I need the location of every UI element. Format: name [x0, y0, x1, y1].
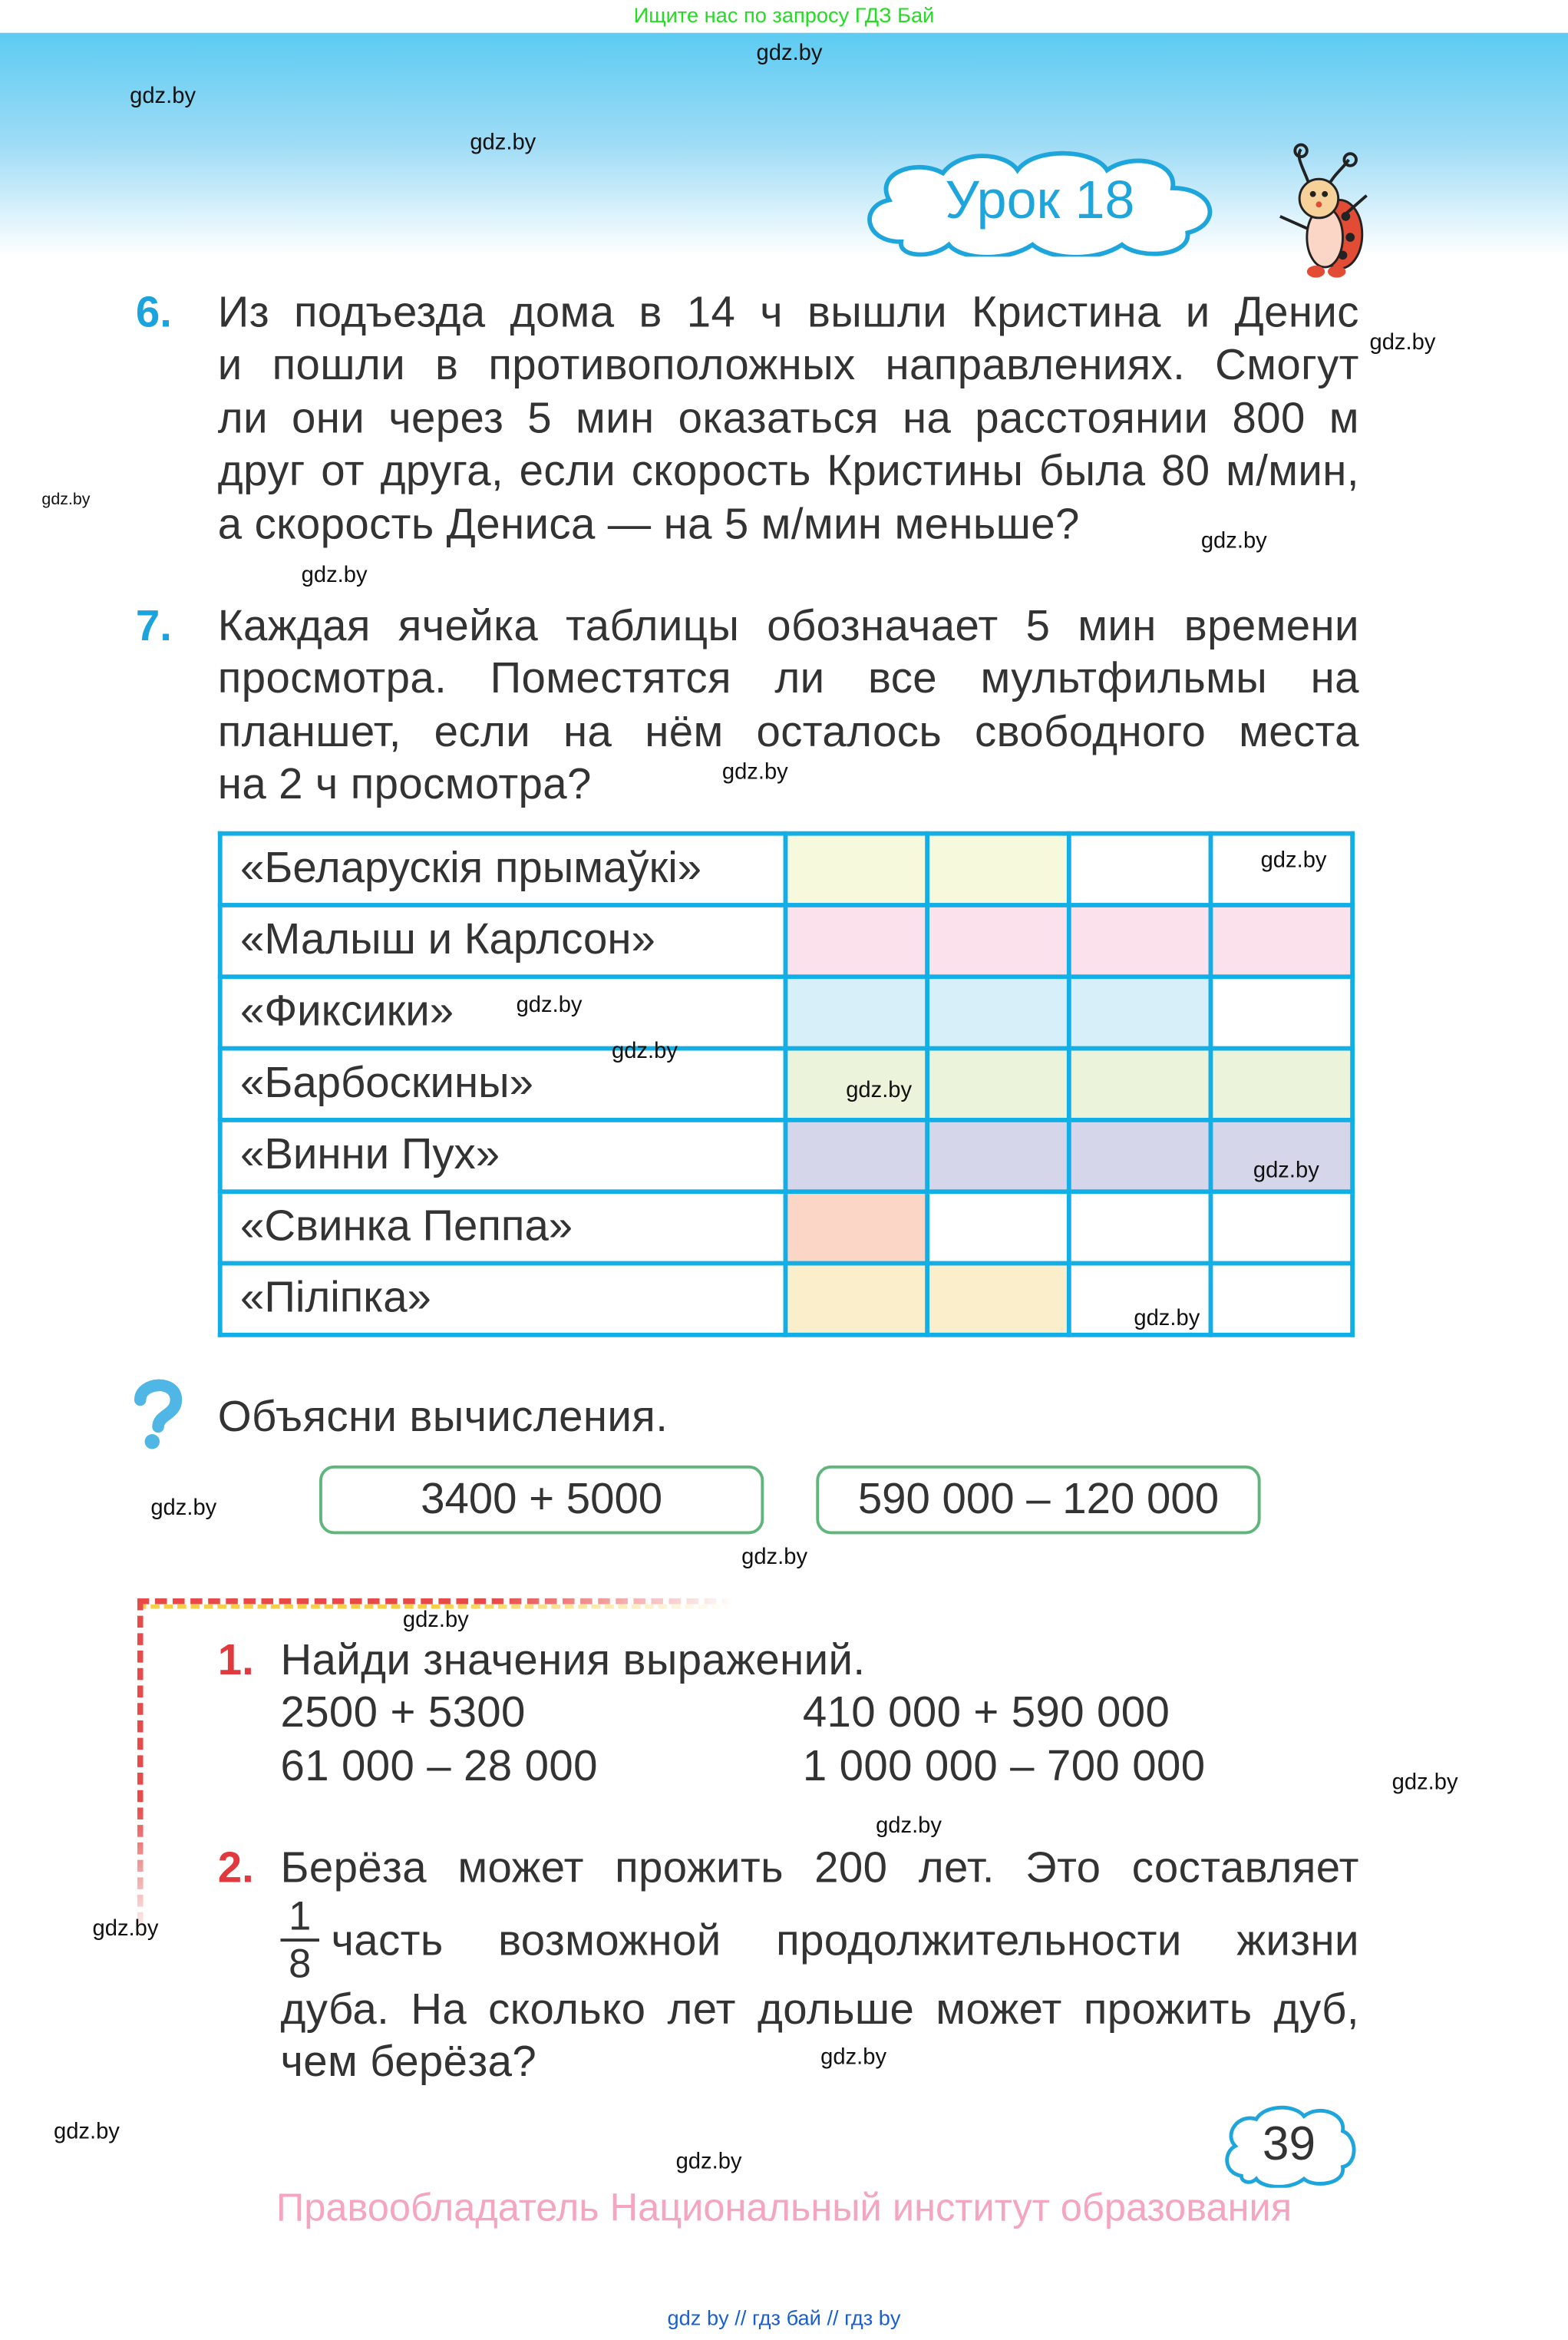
task-6-line: и пошли в противоположных направлениях. Смогут	[217, 342, 1359, 390]
task-6-line: друг от друга, если скорость Кристины была 80 м/мин,	[217, 448, 1359, 496]
expression-box: 3400 + 5000	[319, 1466, 764, 1534]
time-cell-filled	[785, 1191, 927, 1263]
cartoon-title: «Винни Пух»	[239, 1131, 500, 1179]
cartoon-title: «Пiлiпка»	[239, 1274, 431, 1323]
table-row	[220, 834, 1352, 905]
time-cell-filled	[927, 834, 1069, 905]
cartoon-title-cell	[220, 977, 786, 1048]
watermark: gdz.by	[820, 2044, 887, 2071]
expression: 2500 + 5300	[280, 1689, 526, 1737]
time-cell-filled	[1069, 1049, 1211, 1120]
lesson-title: Урок 18	[945, 168, 1135, 230]
watermark: gdz.by	[756, 40, 823, 66]
task-6-number: 6.	[135, 289, 172, 338]
time-cell-filled	[1069, 977, 1211, 1048]
cartoon-title-cell	[220, 1264, 786, 1335]
watermark: gdz.by	[611, 1038, 678, 1065]
time-cell-empty	[1210, 1264, 1352, 1335]
time-cell-filled	[785, 905, 927, 977]
task-7-line: на 2 ч просмотра?	[217, 761, 592, 809]
time-cell-filled	[785, 834, 927, 905]
time-cell-filled	[927, 977, 1069, 1048]
time-cell-empty	[1069, 1191, 1211, 1263]
section-divider	[137, 1598, 734, 1605]
expression: 61 000 – 28 000	[280, 1743, 598, 1791]
task-2-number: 2.	[217, 1844, 254, 1892]
watermark: gdz.by	[92, 1915, 159, 1942]
top-note: Ищите нас по запросу ГДЗ Бай	[633, 2, 935, 27]
time-cell-empty	[1069, 834, 1211, 905]
task-1-number: 1.	[217, 1637, 254, 1685]
cartoon-title-cell	[220, 1049, 786, 1120]
question-mark-icon	[131, 1379, 185, 1450]
watermark: gdz.by	[53, 2119, 120, 2145]
time-cell-filled	[785, 1264, 927, 1335]
watermark: gdz.by	[1253, 1158, 1319, 1184]
table-row	[220, 1191, 1352, 1263]
cartoon-title-cell	[220, 834, 786, 905]
table-row	[220, 1049, 1352, 1120]
task-7-line: просмотра. Поместятся ли все мультфильмы на	[217, 655, 1359, 703]
task-6-line: а скорость Дениса — на 5 м/мин меньше?	[217, 501, 1080, 550]
task-1-title: Найди значения выражений.	[280, 1637, 866, 1685]
cartoon-title: «Малыш и Карлсон»	[239, 916, 655, 964]
watermark: gdz.by	[301, 562, 368, 588]
time-cell-filled	[927, 905, 1069, 977]
cartoon-title: «Беларускія прымаўкі»	[239, 844, 702, 893]
cartoon-title: «Барбоскины»	[239, 1059, 534, 1108]
time-cell-filled	[1210, 1049, 1352, 1120]
cartoon-time-table	[218, 831, 1355, 1337]
page-number: 39	[1262, 2116, 1316, 2170]
table-row	[220, 1120, 1352, 1191]
watermark: gdz.by	[516, 992, 583, 1018]
time-cell-filled	[785, 1120, 927, 1191]
fraction	[280, 1893, 319, 1987]
explain-label: Объясни вычисления.	[217, 1393, 668, 1442]
task-7-line: Каждая ячейка таблицы обозначает 5 мин времени	[217, 603, 1359, 651]
watermark: gdz.by	[470, 130, 536, 156]
time-cell-filled	[927, 1264, 1069, 1335]
cartoon-title-cell	[220, 1120, 786, 1191]
fraction-numerator: 1	[289, 1893, 312, 1939]
time-cell-filled	[1210, 905, 1352, 977]
site-links[interactable]: gdz by // гдз бай // гдз by	[667, 2305, 901, 2330]
watermark: gdz.by	[1200, 528, 1267, 554]
watermark: gdz.by	[1134, 1305, 1200, 1331]
task-6-line: Из подъезда дома в 14 ч вышли Кристина и Денис	[217, 289, 1359, 338]
time-cell-empty	[1210, 1191, 1352, 1263]
watermark: gdz.by	[741, 1544, 808, 1570]
time-cell-empty	[1210, 977, 1352, 1048]
watermark: gdz.by	[41, 491, 91, 509]
ladybug-icon	[1268, 142, 1380, 279]
watermark: gdz.by	[1260, 848, 1327, 874]
task-2-line: часть возможной продолжительности жизни	[331, 1917, 1359, 1966]
cartoon-title-cell	[220, 1191, 786, 1263]
task-6-line: ли они через 5 мин оказаться на расстоянии 800 м	[217, 395, 1359, 444]
watermark: gdz.by	[402, 1607, 469, 1633]
watermark: gdz.by	[130, 83, 196, 109]
expression: 410 000 + 590 000	[802, 1689, 1170, 1737]
task-2-line: дуба. На сколько лет дольше может прожить дуб,	[280, 1986, 1359, 2034]
time-cell-empty	[927, 1191, 1069, 1263]
time-cell-filled	[927, 1120, 1069, 1191]
task-7-number: 7.	[135, 603, 172, 651]
watermark: gdz.by	[1391, 1770, 1458, 1796]
watermark: gdz.by	[1369, 329, 1436, 355]
watermark: gdz.by	[150, 1495, 217, 1521]
time-cell-filled	[1069, 1120, 1211, 1191]
cartoon-title: «Свинка Пеппа»	[239, 1202, 573, 1251]
section-divider	[137, 1598, 144, 1942]
time-cell-filled	[927, 1049, 1069, 1120]
table-row	[220, 905, 1352, 977]
time-cell-filled	[1069, 905, 1211, 977]
task-2-line: Берёза может прожить 200 лет. Это составляет	[280, 1844, 1359, 1892]
fraction-denominator: 8	[289, 1942, 312, 1987]
watermark: gdz.by	[876, 1813, 942, 1839]
expression: 1 000 000 – 700 000	[802, 1743, 1206, 1791]
table-row	[220, 977, 1352, 1048]
time-cell-filled	[785, 977, 927, 1048]
cartoon-title-cell	[220, 905, 786, 977]
cartoon-title: «Фиксики»	[239, 987, 454, 1036]
expression-box: 590 000 – 120 000	[816, 1466, 1260, 1534]
task-2-line: чем берёза?	[280, 2038, 537, 2087]
copyright-footer: Правообладатель Национальный институт образования	[276, 2184, 1292, 2230]
watermark: gdz.by	[846, 1077, 913, 1103]
watermark: gdz.by	[675, 2149, 742, 2175]
task-7-line: планшет, если на нём осталось свободного места	[217, 709, 1359, 757]
watermark: gdz.by	[721, 759, 788, 785]
